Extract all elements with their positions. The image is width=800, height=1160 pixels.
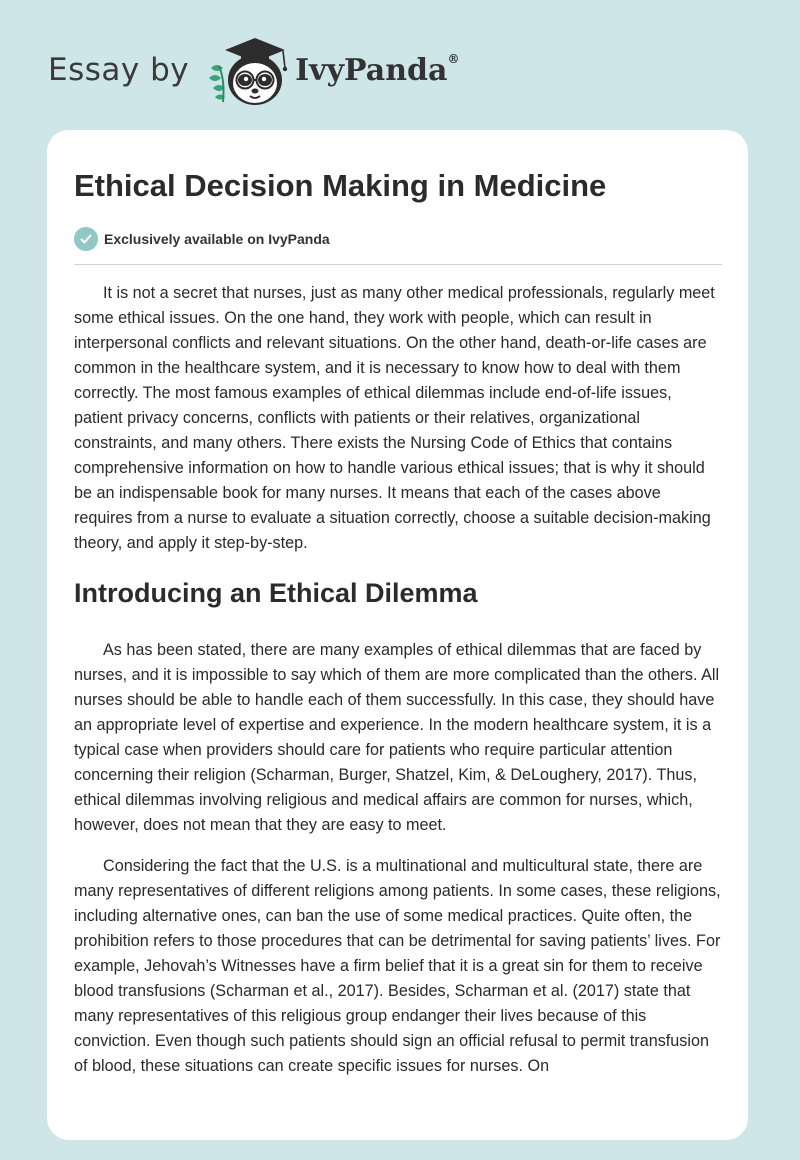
panda-logo-icon[interactable] — [203, 30, 293, 110]
divider — [74, 264, 722, 265]
article-card — [47, 130, 748, 1140]
section-paragraph-1: As has been stated, there are many examples of ethical dilemmas that are faced by nurses, and it is impossible to say which of them are more complicated than the others. All nurses should be able to handle each of them successfully. In this case, they should have an appropriate level of expertise and experience. In the modern healthcare system, it is a typical case when providers should care for patients who require particular attention concerning their religion (Scharman, Burger, Shatzel, Kim, & DeLoughery, 2017). Thus, ethical dilemmas involving religious and medical affairs are common for nurses, which, however, does not mean that they are easy to meet. — [74, 641, 720, 834]
exclusive-label: Exclusively available on IvyPanda — [104, 231, 330, 247]
intro-paragraph: It is not a secret that nurses, just as many other medical professionals, regularly meet some ethical issues. On the one hand, they work with people, which can result in interpersonal conflicts and relevant situations. On the other hand, death-or-life cases are common in the healthcare system, and it is necessary to know how to deal with them correctly. The most famous examples of ethical dilemmas include end-of-life issues, patient privacy concerns, conflicts with patients or their relatives, organizational constraints, and many others. There exists the Nursing Code of Ethics that contains comprehensive information on how to handle various ethical issues; that is why it should be an indispensable book for many nurses. It means that each of the cases above requires from a nurse to evaluate a situation correctly, choose a suitable decision-making theory, and apply it step-by-step. — [74, 284, 715, 552]
article-title: Ethical Decision Making in Medicine — [74, 168, 607, 203]
brand-name[interactable] — [295, 53, 459, 88]
registered-mark: ® — [447, 51, 460, 66]
site-header — [48, 30, 459, 110]
section-paragraph-2: Considering the fact that the U.S. is a multinational and multicultural state, there are many representatives of different religions among patients. In some cases, these religions, including alternative ones, can ban the use of some medical practices. Quite often, the prohibition refers to those procedures that can be detrimental for saving patients’ lives. For example, Jehovah’s Witnesses have a firm belief that it is a great sin for them to receive blood transfusions (Scharman et al., 2017). Besides, Scharman et al. (2017) state that many representatives of this religious group endanger their lives because of this conviction. Even though such patients should sign an official refusal to permit transfusion of blood, these situations can create specific issues for nurses. On — [74, 857, 721, 1075]
section-heading: Introducing an Ethical Dilemma — [74, 578, 478, 608]
brand-name-text: IvyPanda — [295, 52, 448, 88]
exclusive-badge — [74, 226, 722, 252]
checkmark-icon — [74, 227, 98, 251]
essay-by-label: Essay by — [48, 52, 190, 88]
